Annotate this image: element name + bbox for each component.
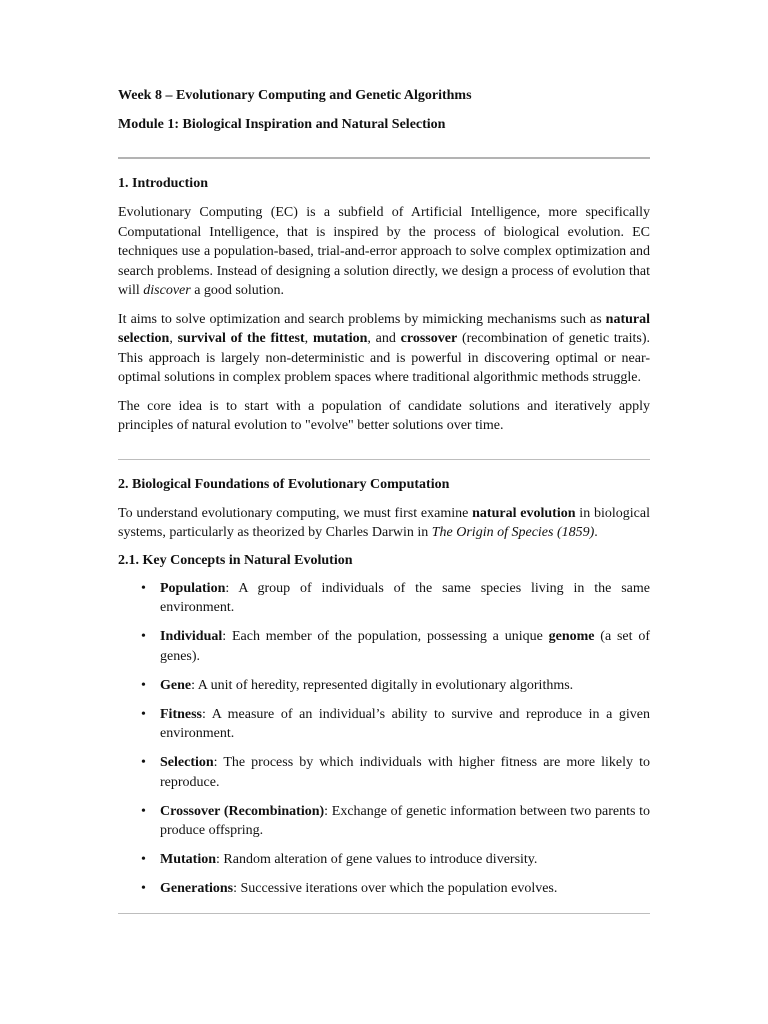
bullet-icon: • [141, 677, 146, 693]
bullet-icon: • [141, 881, 146, 896]
intro-paragraph-1: Evolutionary Computing (EC) is a subfield of Artificial Intelligence, more specifically Computational Intelligence, that is inspired by the process of biological evolution. EC techniques use a population-based, trial-and-error approach to solve complex optimization and search problems. Instead of designing a solution directly, we design a process of evolution that will discover a good solution. [118, 205, 650, 298]
bullet-icon: • [141, 706, 146, 722]
bullet-icon: • [141, 852, 146, 867]
list-item: • Individual: Each member of the population, possessing a unique genome (a set of genes). [141, 629, 651, 664]
bullet-icon: • [141, 629, 146, 644]
list-item: • Population: A group of individuals of the same species living in the same environment. [141, 580, 650, 615]
bullet-icon: • [141, 803, 146, 819]
foundations-paragraph: To understand evolutionary computing, we must first examine natural evolution in biological systems, particularly as theorized by Charles Darwin in The Origin of Species (1859). [118, 505, 650, 540]
key-concepts-list [118, 579, 650, 899]
intro-paragraph-3: The core idea is to start with a population of candidate solutions and iteratively apply principles of natural evolution to "evolve" better solutions over time. [118, 398, 650, 433]
list-item: • Selection: The process by which individuals with higher fitness are more likely to reproduce. [141, 755, 650, 790]
divider [118, 157, 650, 159]
section-heading-introduction: 1. Introduction [118, 176, 208, 191]
bullet-icon: • [141, 755, 146, 770]
document-title: Week 8 – Evolutionary Computing and Genetic Algorithms [118, 88, 472, 103]
section-heading-biological-foundations: 2. Biological Foundations of Evolutionary Computation [118, 476, 450, 492]
list-item: • Crossover (Recombination): Exchange of genetic information between two parents to produce offspring. [141, 803, 650, 838]
list-item: • Fitness: A measure of an individual’s ability to survive and reproduce in a given environment. [141, 706, 650, 741]
divider [118, 459, 650, 460]
module-title: Module 1: Biological Inspiration and Natural Selection [118, 117, 446, 132]
intro-paragraph-2: It aims to solve optimization and search problems by mimicking mechanisms such as natural selection, survival of the fittest, mutation, and crossover (recombination of genetic traits). This approach is largely non-deterministic and is powerful in discovering optimal or near-optimal solutions in complex problem spaces where traditional algorithmic methods struggle. [118, 311, 651, 385]
list-item: • Mutation: Random alteration of gene values to introduce diversity. [160, 850, 650, 870]
divider [118, 913, 650, 914]
bullet-icon: • [141, 580, 146, 596]
list-item: • Gene: A unit of heredity, represented digitally in evolutionary algorithms. [160, 676, 650, 696]
list-item: • Generations: Successive iterations over which the population evolves. [160, 879, 650, 899]
subsection-heading-key-concepts: 2.1. Key Concepts in Natural Evolution [118, 552, 353, 568]
